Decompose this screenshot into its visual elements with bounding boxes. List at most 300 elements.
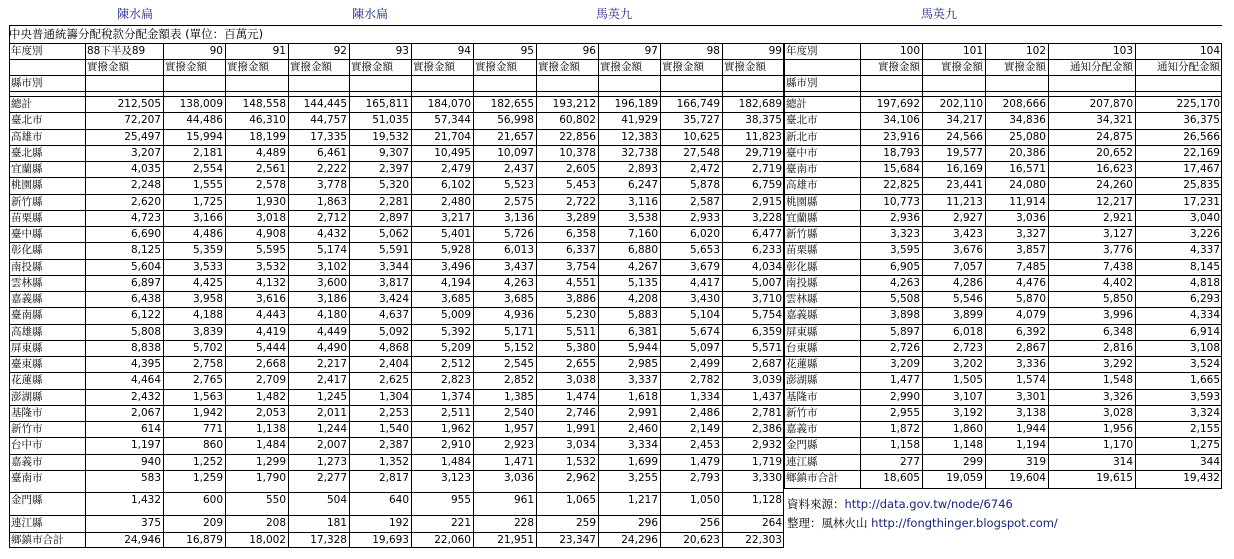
table-cell: 4,188 xyxy=(192,309,223,321)
table-cell: 4,551 xyxy=(565,277,596,289)
row-label: 桃園縣 xyxy=(11,179,43,191)
row-label: 雲林縣 xyxy=(786,293,818,305)
table-cell: 1,334 xyxy=(689,391,720,403)
table-cell: 3,857 xyxy=(1015,244,1046,256)
table-cell: 6,358 xyxy=(565,228,596,240)
table-cell: 3,839 xyxy=(192,326,223,338)
row-label: 屏東縣 xyxy=(11,342,43,354)
table-cell: 221 xyxy=(450,517,471,529)
table-cell: 3,778 xyxy=(316,179,347,191)
table-cell: 29,719 xyxy=(745,147,782,159)
table-cell: 2,923 xyxy=(503,439,534,451)
table-cell: 23,916 xyxy=(883,131,920,143)
type-header: 實撥金額 xyxy=(227,61,269,73)
table-cell: 18,793 xyxy=(883,147,920,159)
row-label: 嘉義市 xyxy=(786,423,818,435)
row-label: 金門縣 xyxy=(11,494,43,506)
table-cell: 6,690 xyxy=(130,228,161,240)
row-label: 新竹縣 xyxy=(786,228,818,240)
table-cell: 7,057 xyxy=(952,261,983,273)
table-cell: 26,566 xyxy=(1183,131,1220,143)
unit-header-label: 縣市別 xyxy=(11,77,43,89)
table-cell: 3,136 xyxy=(503,212,534,224)
table-cell: 2,625 xyxy=(378,374,409,386)
author-label: 整理：風林火山 xyxy=(787,516,872,530)
table-cell: 2,962 xyxy=(565,472,596,484)
table-cell: 20,386 xyxy=(1009,147,1046,159)
table-cell: 4,402 xyxy=(1102,277,1133,289)
row-label: 嘉義市 xyxy=(11,456,43,468)
table-cell: 11,914 xyxy=(1009,196,1046,208)
table-cell: 3,018 xyxy=(255,212,286,224)
table-cell: 3,166 xyxy=(192,212,223,224)
table-cell: 3,685 xyxy=(440,293,471,305)
table-cell: 4,417 xyxy=(689,277,720,289)
row-label: 南投縣 xyxy=(786,277,818,289)
table-cell: 2,053 xyxy=(255,407,286,419)
table-cell: 1,065 xyxy=(565,494,596,506)
table-cell: 1,432 xyxy=(130,494,161,506)
title-border-left xyxy=(9,25,10,43)
table-cell: 1,665 xyxy=(1189,374,1220,386)
table-cell: 2,432 xyxy=(130,391,161,403)
year-header: 96 xyxy=(582,45,596,57)
table-cell: 5,571 xyxy=(751,342,782,354)
table-cell: 4,637 xyxy=(378,309,409,321)
table-cell: 2,723 xyxy=(952,342,983,354)
table-cell: 44,757 xyxy=(310,114,347,126)
table-cell: 21,704 xyxy=(434,131,471,143)
table-cell: 4,868 xyxy=(378,342,409,354)
row-label: 高雄市 xyxy=(11,131,43,143)
table-cell: 1,484 xyxy=(440,456,471,468)
president-caption: 陳水扁 xyxy=(352,7,389,21)
table-cell: 17,328 xyxy=(310,534,347,546)
row-label: 嘉義縣 xyxy=(11,293,43,305)
table-cell: 8,145 xyxy=(1189,261,1220,273)
table-cell: 25,835 xyxy=(1183,179,1220,191)
table-cell: 18,605 xyxy=(883,472,920,484)
row-label: 苗栗縣 xyxy=(11,212,43,224)
table-cell: 1,956 xyxy=(1102,423,1133,435)
table-cell: 10,097 xyxy=(497,147,534,159)
table-cell: 27,548 xyxy=(683,147,720,159)
source-note xyxy=(787,496,1013,512)
table-cell: 5,511 xyxy=(565,326,596,338)
table-cell: 3,754 xyxy=(565,261,596,273)
table-cell: 1,477 xyxy=(889,374,920,386)
table-cell: 1,385 xyxy=(503,391,534,403)
row-label: 連江縣 xyxy=(786,456,818,468)
table-cell: 4,263 xyxy=(503,277,534,289)
table-cell: 165,811 xyxy=(365,98,409,110)
table-cell: 2,709 xyxy=(255,374,286,386)
row-label: 花蓮縣 xyxy=(11,374,43,386)
table-cell: 1,128 xyxy=(751,494,782,506)
table-cell: 1,482 xyxy=(255,391,286,403)
table-cell: 17,335 xyxy=(310,131,347,143)
year-header: 101 xyxy=(962,45,983,57)
table-cell: 2,620 xyxy=(130,196,161,208)
table-cell: 2,687 xyxy=(751,358,782,370)
table-cell: 1,563 xyxy=(192,391,223,403)
table-cell: 4,395 xyxy=(130,358,161,370)
table-cell: 5,320 xyxy=(378,179,409,191)
row-label: 苗栗縣 xyxy=(786,244,818,256)
table-cell: 181 xyxy=(326,517,347,529)
table-cell: 5,754 xyxy=(751,309,782,321)
table-cell: 57,344 xyxy=(434,114,471,126)
table-cell: 4,425 xyxy=(192,277,223,289)
table-cell: 2,816 xyxy=(1102,342,1133,354)
table-cell: 2,991 xyxy=(627,407,658,419)
table-cell: 4,034 xyxy=(751,261,782,273)
table-cell: 1,944 xyxy=(1015,423,1046,435)
table-cell: 2,990 xyxy=(889,391,920,403)
table-cell: 3,817 xyxy=(378,277,409,289)
grid-line xyxy=(9,75,784,76)
table-cell: 2,540 xyxy=(503,407,534,419)
table-cell: 3,685 xyxy=(503,293,534,305)
table-cell: 17,467 xyxy=(1183,163,1220,175)
table-cell: 5,604 xyxy=(130,261,161,273)
source-link[interactable]: http://data.gov.tw/node/6746 xyxy=(844,497,1013,511)
table-cell: 3,226 xyxy=(1189,228,1220,240)
table-cell: 19,577 xyxy=(946,147,983,159)
table-cell: 3,593 xyxy=(1189,391,1220,403)
year-header: 94 xyxy=(457,45,471,57)
table-cell: 3,334 xyxy=(627,439,658,451)
table-title: 中央普通統籌分配稅款分配金額表 (單位：百萬元) xyxy=(9,27,264,41)
table-cell: 4,818 xyxy=(1189,277,1220,289)
table-cell: 5,062 xyxy=(378,228,409,240)
table-cell: 196,189 xyxy=(614,98,658,110)
table-cell: 202,110 xyxy=(939,98,983,110)
table-cell: 2,668 xyxy=(255,358,286,370)
author-link[interactable]: http://fongthinger.blogspot.com/ xyxy=(871,516,1058,530)
table-cell: 3,437 xyxy=(503,261,534,273)
row-label: 臺中市 xyxy=(786,147,818,159)
table-cell: 2,155 xyxy=(1189,423,1220,435)
table-cell: 5,171 xyxy=(503,326,534,338)
table-cell: 18,002 xyxy=(249,534,286,546)
table-cell: 19,432 xyxy=(1183,472,1220,484)
table-cell: 6,348 xyxy=(1102,326,1133,338)
table-cell: 24,296 xyxy=(621,534,658,546)
table-cell: 24,080 xyxy=(1009,179,1046,191)
table-cell: 955 xyxy=(450,494,471,506)
row-label: 鄉鎮市合計 xyxy=(11,534,64,546)
table-cell: 2,915 xyxy=(751,196,782,208)
table-cell: 21,951 xyxy=(497,534,534,546)
table-cell: 299 xyxy=(962,456,983,468)
row-label: 新竹市 xyxy=(786,407,818,419)
table-cell: 6,392 xyxy=(1015,326,1046,338)
table-cell: 24,260 xyxy=(1096,179,1133,191)
table-cell: 2,007 xyxy=(316,439,347,451)
table-cell: 225,170 xyxy=(1176,98,1220,110)
table-cell: 192 xyxy=(388,517,409,529)
row-label: 臺北市 xyxy=(11,114,43,126)
year-header: 93 xyxy=(395,45,409,57)
table-cell: 3,710 xyxy=(751,293,782,305)
table-cell: 56,998 xyxy=(497,114,534,126)
table-cell: 5,546 xyxy=(952,293,983,305)
table-cell: 2,486 xyxy=(689,407,720,419)
table-cell: 2,765 xyxy=(192,374,223,386)
row-label: 金門縣 xyxy=(786,439,818,451)
table-cell: 2,575 xyxy=(503,196,534,208)
table-cell: 3,217 xyxy=(440,212,471,224)
row-label: 南投縣 xyxy=(11,261,43,273)
table-cell: 3,323 xyxy=(889,228,920,240)
table-cell: 166,749 xyxy=(676,98,720,110)
table-cell: 6,461 xyxy=(316,147,347,159)
table-cell: 5,595 xyxy=(255,244,286,256)
table-cell: 11,213 xyxy=(946,196,983,208)
table-cell: 5,653 xyxy=(689,244,720,256)
year-header-label: 年度別 xyxy=(786,45,818,57)
table-cell: 6,337 xyxy=(565,244,596,256)
table-cell: 2,554 xyxy=(192,163,223,175)
table-cell: 19,059 xyxy=(946,472,983,484)
table-cell: 138,009 xyxy=(179,98,223,110)
table-cell: 12,217 xyxy=(1096,196,1133,208)
table-cell: 4,208 xyxy=(627,293,658,305)
row-label: 連江縣 xyxy=(11,517,43,529)
table-cell: 4,490 xyxy=(316,342,347,354)
row-label: 澎湖縣 xyxy=(786,374,818,386)
table-cell: 1,138 xyxy=(255,423,286,435)
type-header: 實撥金額 xyxy=(878,61,920,73)
table-cell: 2,181 xyxy=(192,147,223,159)
table-cell: 4,464 xyxy=(130,374,161,386)
table-cell: 5,444 xyxy=(255,342,286,354)
table-cell: 19,615 xyxy=(1096,472,1133,484)
table-cell: 1,148 xyxy=(952,439,983,451)
table-cell: 24,946 xyxy=(124,534,161,546)
table-cell: 19,693 xyxy=(372,534,409,546)
table-cell: 259 xyxy=(575,517,596,529)
table-cell: 1,352 xyxy=(378,456,409,468)
table-cell: 2,985 xyxy=(627,358,658,370)
table-cell: 38,375 xyxy=(745,114,782,126)
table-cell: 1,962 xyxy=(440,423,471,435)
table-cell: 1,790 xyxy=(255,472,286,484)
table-cell: 4,723 xyxy=(130,212,161,224)
table-cell: 6,020 xyxy=(689,228,720,240)
table-cell: 1,158 xyxy=(889,439,920,451)
table-cell: 20,623 xyxy=(683,534,720,546)
row-label: 基隆市 xyxy=(11,407,43,419)
table-cell: 209 xyxy=(202,517,223,529)
table-cell: 22,303 xyxy=(745,534,782,546)
type-header: 實撥金額 xyxy=(413,61,455,73)
table-cell: 4,486 xyxy=(192,228,223,240)
table-cell: 5,870 xyxy=(1015,293,1046,305)
table-cell: 3,676 xyxy=(952,244,983,256)
table-cell: 1,050 xyxy=(689,494,720,506)
table-cell: 32,738 xyxy=(621,147,658,159)
table-cell: 2,499 xyxy=(689,358,720,370)
table-cell: 6,905 xyxy=(889,261,920,273)
table-cell: 4,267 xyxy=(627,261,658,273)
row-label: 台中市 xyxy=(11,439,43,451)
type-header: 實撥金額 xyxy=(941,61,983,73)
table-cell: 1,259 xyxy=(192,472,223,484)
table-cell: 46,310 xyxy=(249,114,286,126)
table-cell: 6,438 xyxy=(130,293,161,305)
year-header: 104 xyxy=(1199,45,1220,57)
table-cell: 25,080 xyxy=(1009,131,1046,143)
table-cell: 6,359 xyxy=(751,326,782,338)
table-cell: 51,035 xyxy=(372,114,409,126)
table-cell: 3,036 xyxy=(1015,212,1046,224)
table-cell: 2,936 xyxy=(889,212,920,224)
table-cell: 1,474 xyxy=(565,391,596,403)
row-label: 總計 xyxy=(786,98,807,110)
table-cell: 3,958 xyxy=(192,293,223,305)
table-cell: 2,217 xyxy=(316,358,347,370)
table-cell: 5,174 xyxy=(316,244,347,256)
table-cell: 5,591 xyxy=(378,244,409,256)
type-header: 實撥金額 xyxy=(165,61,207,73)
table-cell: 504 xyxy=(326,494,347,506)
table-cell: 4,908 xyxy=(255,228,286,240)
table-cell: 2,927 xyxy=(952,212,983,224)
table-cell: 2,893 xyxy=(627,163,658,175)
table-cell: 5,209 xyxy=(440,342,471,354)
table-cell: 2,479 xyxy=(440,163,471,175)
table-cell: 1,244 xyxy=(316,423,347,435)
table-cell: 207,870 xyxy=(1089,98,1133,110)
table-cell: 1,275 xyxy=(1189,439,1220,451)
table-cell: 197,692 xyxy=(876,98,920,110)
table-cell: 640 xyxy=(388,494,409,506)
table-cell: 3,327 xyxy=(1015,228,1046,240)
type-header: 實撥金額 xyxy=(662,61,704,73)
table-cell: 212,505 xyxy=(117,98,161,110)
table-cell: 184,070 xyxy=(427,98,471,110)
type-header: 實撥金額 xyxy=(87,61,129,73)
row-label: 屏東縣 xyxy=(786,326,818,338)
table-cell: 3,532 xyxy=(255,261,286,273)
table-cell: 34,217 xyxy=(946,114,983,126)
row-label: 澎湖縣 xyxy=(11,391,43,403)
row-label: 新竹市 xyxy=(11,423,43,435)
table-cell: 72,207 xyxy=(124,114,161,126)
table-cell: 3,255 xyxy=(627,472,658,484)
table-cell: 583 xyxy=(140,472,161,484)
year-header: 95 xyxy=(520,45,534,57)
table-cell: 3,209 xyxy=(889,358,920,370)
table-cell: 2,758 xyxy=(192,358,223,370)
row-label: 臺中縣 xyxy=(11,228,43,240)
row-label: 嘉義縣 xyxy=(786,309,818,321)
table-cell: 6,293 xyxy=(1189,293,1220,305)
table-cell: 2,387 xyxy=(378,439,409,451)
table-cell: 2,480 xyxy=(440,196,471,208)
table-cell: 1,374 xyxy=(440,391,471,403)
table-cell: 314 xyxy=(1112,456,1133,468)
table-cell: 550 xyxy=(265,494,286,506)
table-cell: 17,231 xyxy=(1183,196,1220,208)
table-cell: 3,996 xyxy=(1102,309,1133,321)
table-cell: 16,169 xyxy=(946,163,983,175)
row-label: 臺南市 xyxy=(11,472,43,484)
table-cell: 1,548 xyxy=(1102,374,1133,386)
table-cell: 4,194 xyxy=(440,277,471,289)
table-cell: 771 xyxy=(202,423,223,435)
table-cell: 34,106 xyxy=(883,114,920,126)
table-cell: 19,532 xyxy=(372,131,409,143)
table-cell: 6,247 xyxy=(627,179,658,191)
table-cell: 182,689 xyxy=(738,98,782,110)
table-cell: 5,702 xyxy=(192,342,223,354)
type-header: 實撥金額 xyxy=(351,61,393,73)
table-cell: 5,453 xyxy=(565,179,596,191)
table-cell: 5,523 xyxy=(503,179,534,191)
table-cell: 11,823 xyxy=(745,131,782,143)
table-cell: 4,476 xyxy=(1015,277,1046,289)
table-cell: 5,009 xyxy=(440,309,471,321)
table-cell: 3,123 xyxy=(440,472,471,484)
table-cell: 3,228 xyxy=(751,212,782,224)
table-cell: 41,929 xyxy=(621,114,658,126)
table-cell: 3,533 xyxy=(192,261,223,273)
table-cell: 4,334 xyxy=(1189,309,1220,321)
table-cell: 860 xyxy=(202,439,223,451)
table-cell: 2,782 xyxy=(689,374,720,386)
table-cell: 3,595 xyxy=(889,244,920,256)
table-cell: 228 xyxy=(513,517,534,529)
table-cell: 6,102 xyxy=(440,179,471,191)
table-cell: 2,386 xyxy=(751,423,782,435)
table-cell: 1,505 xyxy=(952,374,983,386)
table-cell: 1,437 xyxy=(751,391,782,403)
table-cell: 5,674 xyxy=(689,326,720,338)
row-label: 彰化縣 xyxy=(786,261,818,273)
author-note xyxy=(787,515,1058,531)
table-cell: 144,445 xyxy=(303,98,347,110)
row-label: 新竹縣 xyxy=(11,196,43,208)
table-cell: 4,035 xyxy=(130,163,161,175)
table-cell: 3,036 xyxy=(503,472,534,484)
row-label: 新北市 xyxy=(786,131,818,143)
table-cell: 3,524 xyxy=(1189,358,1220,370)
row-label: 臺南市 xyxy=(786,163,818,175)
table-cell: 3,424 xyxy=(378,293,409,305)
table-cell: 614 xyxy=(140,423,161,435)
table-cell: 6,759 xyxy=(751,179,782,191)
table-cell: 7,438 xyxy=(1102,261,1133,273)
table-cell: 3,616 xyxy=(255,293,286,305)
table-cell: 940 xyxy=(140,456,161,468)
row-label: 臺北市 xyxy=(786,114,818,126)
type-header: 實撥金額 xyxy=(538,61,580,73)
grid-line xyxy=(9,91,784,92)
table-cell: 2,561 xyxy=(255,163,286,175)
table-cell: 5,883 xyxy=(627,309,658,321)
table-cell: 1,245 xyxy=(316,391,347,403)
table-cell: 4,180 xyxy=(316,309,347,321)
table-cell: 1,304 xyxy=(378,391,409,403)
table-cell: 4,419 xyxy=(255,326,286,338)
table-cell: 3,430 xyxy=(689,293,720,305)
type-header: 實撥金額 xyxy=(475,61,517,73)
year-header: 90 xyxy=(209,45,223,57)
table-cell: 3,423 xyxy=(952,228,983,240)
